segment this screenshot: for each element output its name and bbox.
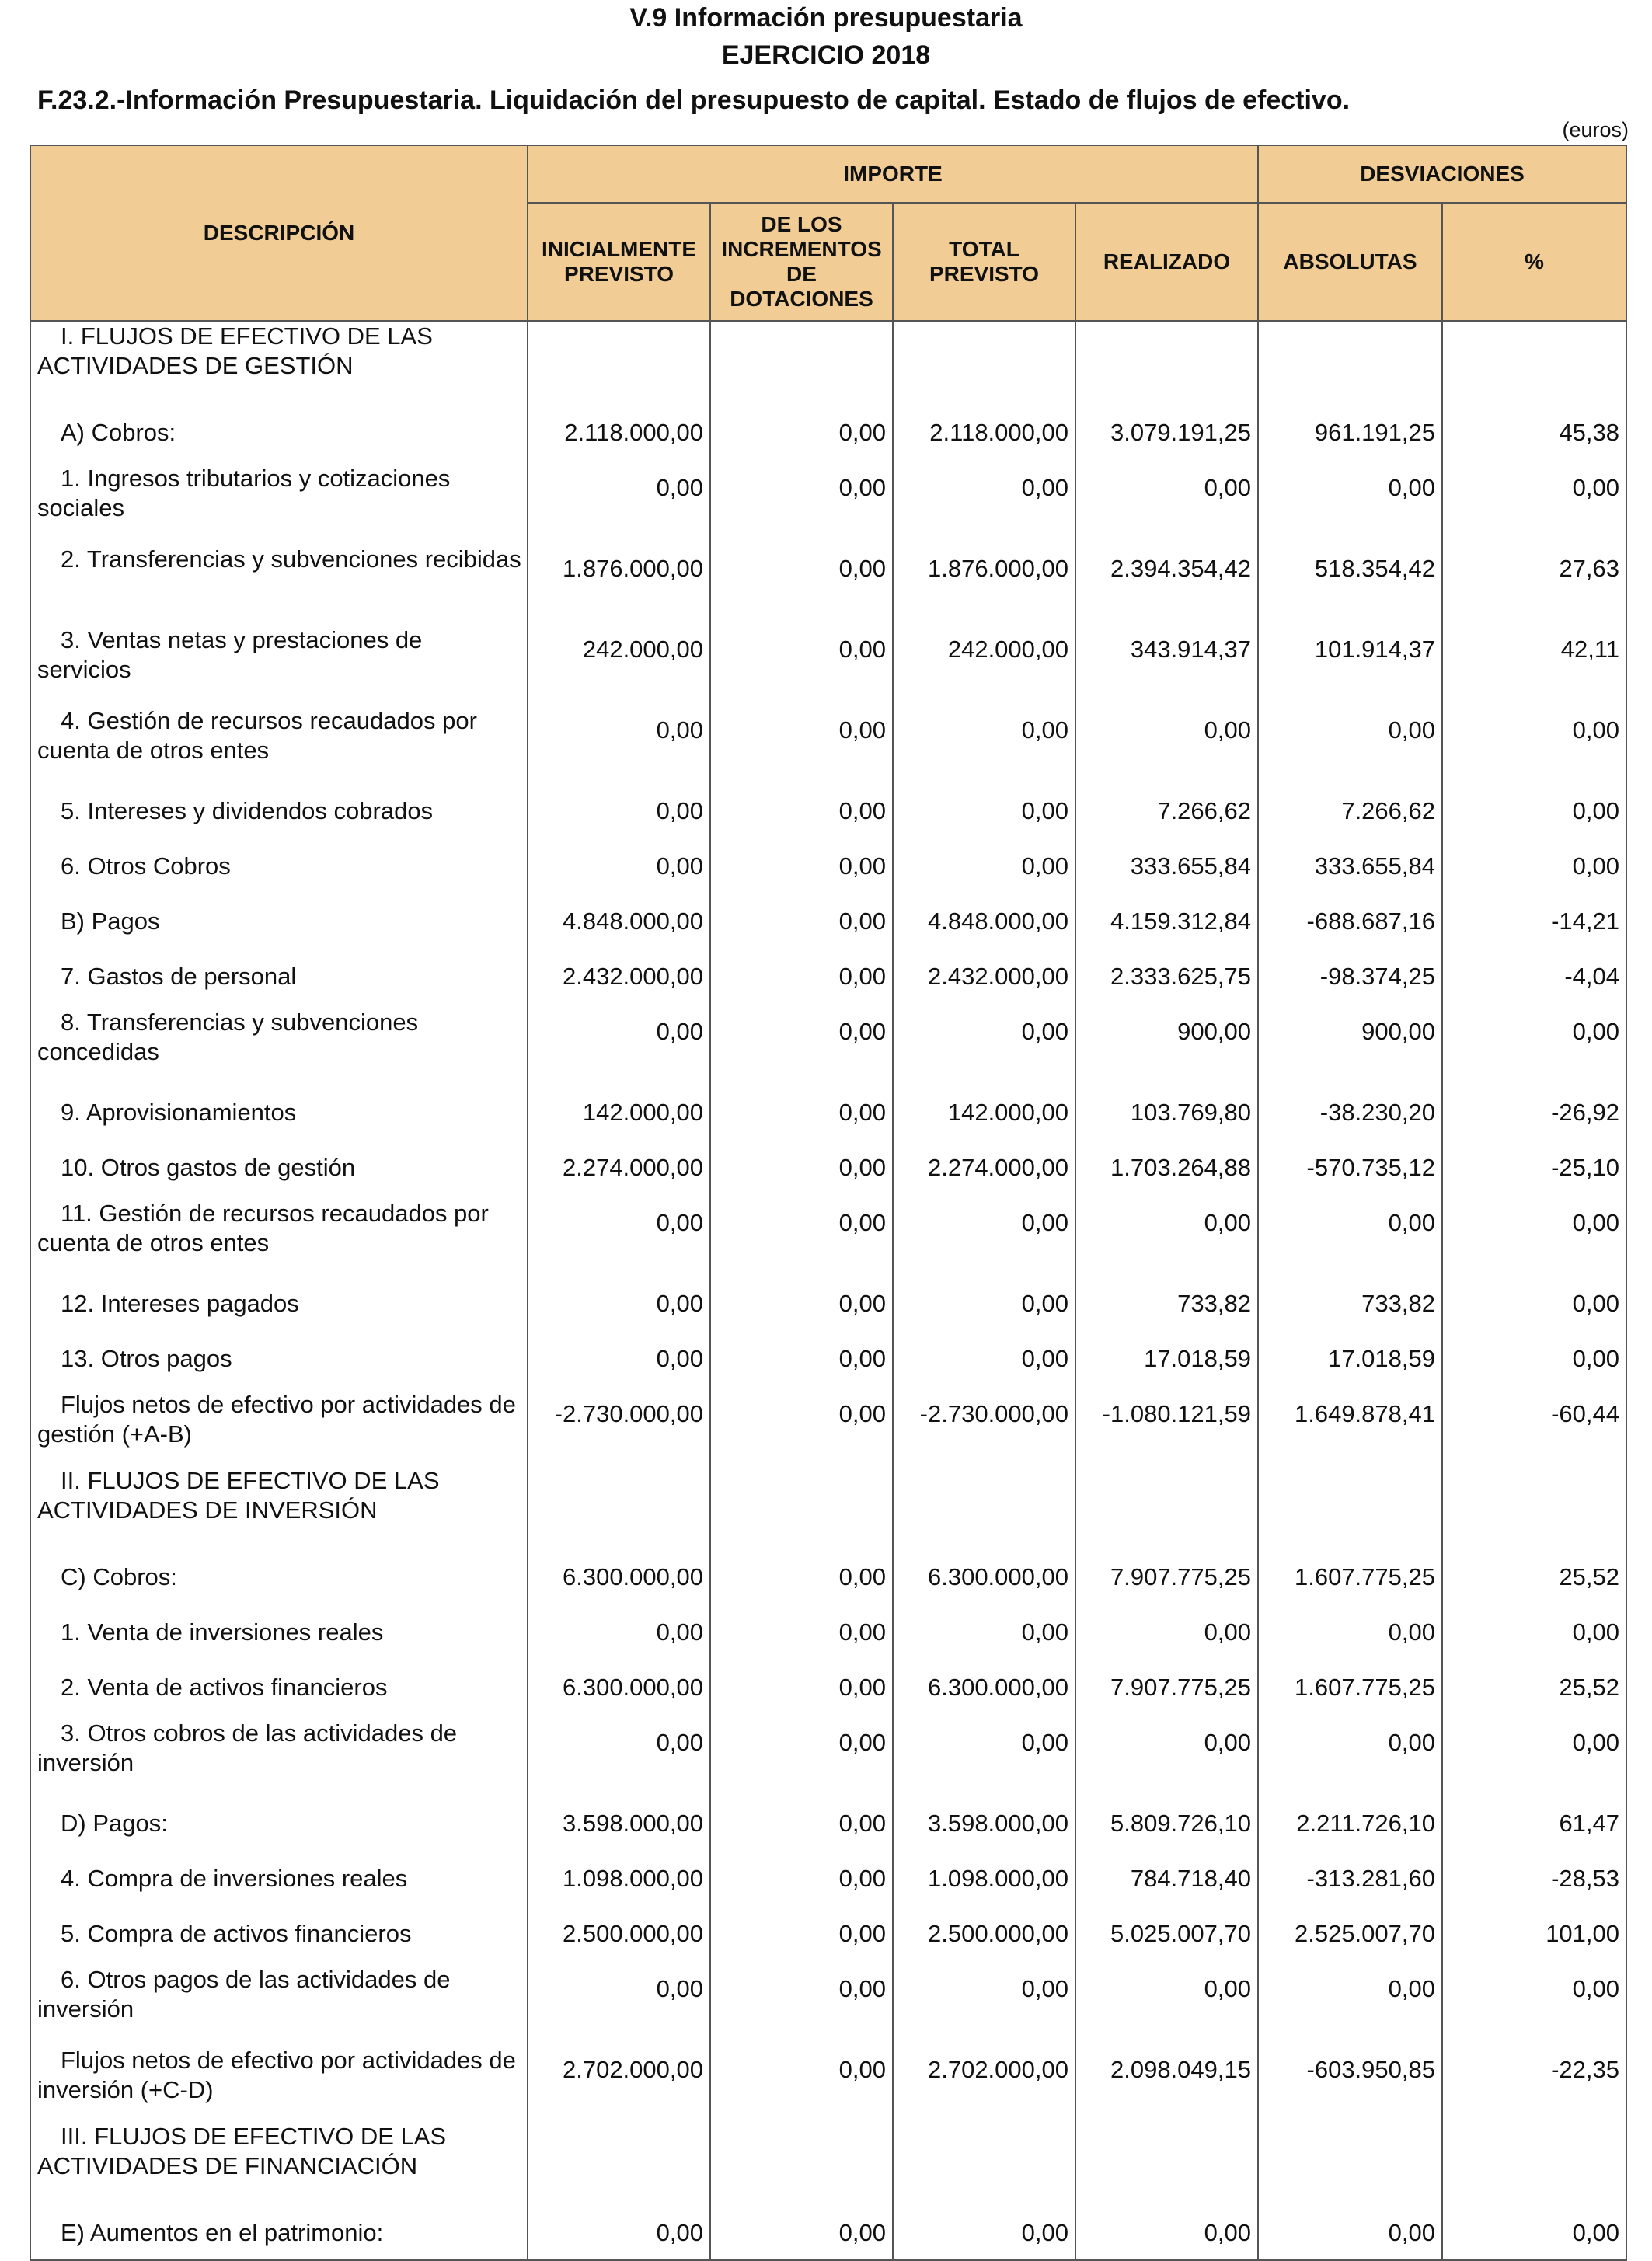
total-cell: -2.730.000,00 — [893, 1385, 1075, 1466]
row-description: 13. Otros pagos — [30, 1330, 528, 1385]
pct-cell: -25,10 — [1442, 1139, 1626, 1194]
table-row — [30, 621, 1626, 702]
row-description: 12. Intereses pagados — [30, 1275, 528, 1330]
row-description: C) Cobros: — [30, 1549, 528, 1604]
total-cell: 0,00 — [893, 702, 1075, 782]
pct-cell: 0,00 — [1442, 782, 1626, 838]
realizado-cell: 0,00 — [1075, 459, 1258, 540]
absolutas-cell: -98.374,25 — [1258, 948, 1442, 1003]
total-cell: 2.274.000,00 — [893, 1139, 1075, 1194]
incrementos-cell: 0,00 — [710, 540, 893, 621]
absolutas-cell: 1.607.775,25 — [1258, 1659, 1442, 1714]
incrementos-cell: 0,00 — [710, 1905, 893, 1960]
pct-cell: -4,04 — [1442, 948, 1626, 1003]
incrementos-cell — [710, 1466, 893, 1549]
table-row — [30, 321, 1626, 404]
total-cell: 1.098.000,00 — [893, 1850, 1075, 1905]
header-total-previsto: TOTAL PREVISTO — [893, 203, 1075, 321]
inicial-cell: 0,00 — [528, 1330, 710, 1385]
row-description: E) Aumentos en el patrimonio: — [30, 2204, 528, 2260]
inicial-cell: 2.500.000,00 — [528, 1905, 710, 1960]
header-porcentaje: % — [1442, 203, 1626, 321]
pct-cell — [1442, 321, 1626, 404]
incrementos-cell: 0,00 — [710, 1385, 893, 1466]
pct-cell: 101,00 — [1442, 1905, 1626, 1960]
absolutas-cell — [1258, 2122, 1442, 2204]
table-row — [30, 2041, 1626, 2122]
header-realizado: REALIZADO — [1075, 203, 1258, 321]
inicial-cell: 6.300.000,00 — [528, 1659, 710, 1714]
absolutas-cell: -570.735,12 — [1258, 1139, 1442, 1194]
incrementos-cell: 0,00 — [710, 404, 893, 459]
cash-flow-table — [30, 145, 1627, 2261]
pct-cell: -22,35 — [1442, 2041, 1626, 2122]
inicial-cell: 142.000,00 — [528, 1084, 710, 1139]
inicial-cell: 0,00 — [528, 2204, 710, 2260]
inicial-cell: 4.848.000,00 — [528, 893, 710, 948]
total-cell: 2.432.000,00 — [893, 948, 1075, 1003]
realizado-cell: 733,82 — [1075, 1275, 1258, 1330]
total-cell: 0,00 — [893, 1275, 1075, 1330]
table-row — [30, 2204, 1626, 2260]
absolutas-cell — [1258, 321, 1442, 404]
inicial-cell: 0,00 — [528, 1960, 710, 2041]
table-row — [30, 1905, 1626, 1960]
realizado-cell: 0,00 — [1075, 1194, 1258, 1275]
pct-cell: 0,00 — [1442, 1003, 1626, 1084]
table-row — [30, 1084, 1626, 1139]
table-row — [30, 782, 1626, 838]
incrementos-cell: 0,00 — [710, 1139, 893, 1194]
absolutas-cell: 0,00 — [1258, 459, 1442, 540]
table-row — [30, 1003, 1626, 1084]
total-cell: 6.300.000,00 — [893, 1659, 1075, 1714]
incrementos-cell: 0,00 — [710, 1194, 893, 1275]
row-description: 8. Transferencias y subvenciones concedidas — [30, 1003, 528, 1084]
unit-label: (euros) — [1562, 118, 1629, 141]
total-cell: 2.500.000,00 — [893, 1905, 1075, 1960]
inicial-cell: 2.274.000,00 — [528, 1139, 710, 1194]
pct-cell: 0,00 — [1442, 838, 1626, 893]
absolutas-cell: -603.950,85 — [1258, 2041, 1442, 2122]
total-cell: 0,00 — [893, 782, 1075, 838]
incrementos-cell — [710, 321, 893, 404]
pct-cell: -14,21 — [1442, 893, 1626, 948]
row-description: D) Pagos: — [30, 1795, 528, 1850]
realizado-cell — [1075, 1466, 1258, 1549]
absolutas-cell: 0,00 — [1258, 702, 1442, 782]
realizado-cell: 103.769,80 — [1075, 1084, 1258, 1139]
realizado-cell: 7.907.775,25 — [1075, 1659, 1258, 1714]
pct-cell: 27,63 — [1442, 540, 1626, 621]
total-cell: 0,00 — [893, 1960, 1075, 2041]
total-cell — [893, 321, 1075, 404]
header-absolutas: ABSOLUTAS — [1258, 203, 1442, 321]
row-description: B) Pagos — [30, 893, 528, 948]
absolutas-cell: 900,00 — [1258, 1003, 1442, 1084]
total-cell: 6.300.000,00 — [893, 1549, 1075, 1604]
incrementos-cell: 0,00 — [710, 2204, 893, 2260]
incrementos-cell: 0,00 — [710, 893, 893, 948]
pct-cell: -28,53 — [1442, 1850, 1626, 1905]
pct-cell: 0,00 — [1442, 1960, 1626, 2041]
absolutas-cell: 2.211.726,10 — [1258, 1795, 1442, 1850]
realizado-cell: 0,00 — [1075, 1604, 1258, 1659]
table-row — [30, 1194, 1626, 1275]
total-cell: 0,00 — [893, 1003, 1075, 1084]
table-row — [30, 1850, 1626, 1905]
row-description: 3. Ventas netas y prestaciones de servicios — [30, 621, 528, 702]
total-cell — [893, 2122, 1075, 2204]
table-row — [30, 1960, 1626, 2041]
incrementos-cell: 0,00 — [710, 1659, 893, 1714]
table-row — [30, 2122, 1626, 2204]
incrementos-cell — [710, 2122, 893, 2204]
pct-cell: 0,00 — [1442, 702, 1626, 782]
table-row — [30, 702, 1626, 782]
pct-cell: 0,00 — [1442, 2204, 1626, 2260]
inicial-cell: 242.000,00 — [528, 621, 710, 702]
row-description: I. FLUJOS DE EFECTIVO DE LAS ACTIVIDADES DE GESTIÓN — [30, 321, 528, 404]
row-description: II. FLUJOS DE EFECTIVO DE LAS ACTIVIDADES DE INVERSIÓN — [30, 1466, 528, 1549]
row-description: 9. Aprovisionamientos — [30, 1084, 528, 1139]
header-incrementos: DE LOS INCREMENTOS DE DOTACIONES — [710, 203, 893, 321]
table-row — [30, 1275, 1626, 1330]
incrementos-cell: 0,00 — [710, 838, 893, 893]
incrementos-cell: 0,00 — [710, 702, 893, 782]
absolutas-cell: -38.230,20 — [1258, 1084, 1442, 1139]
inicial-cell: 0,00 — [528, 838, 710, 893]
row-description: 10. Otros gastos de gestión — [30, 1139, 528, 1194]
inicial-cell: 0,00 — [528, 702, 710, 782]
inicial-cell: 2.432.000,00 — [528, 948, 710, 1003]
realizado-cell: 2.333.625,75 — [1075, 948, 1258, 1003]
absolutas-cell: 0,00 — [1258, 1960, 1442, 2041]
inicial-cell: 2.702.000,00 — [528, 2041, 710, 2122]
table-row — [30, 1604, 1626, 1659]
absolutas-cell: 0,00 — [1258, 1604, 1442, 1659]
total-cell — [893, 1466, 1075, 1549]
absolutas-cell: -688.687,16 — [1258, 893, 1442, 948]
pct-cell: 0,00 — [1442, 1194, 1626, 1275]
realizado-cell: 784.718,40 — [1075, 1850, 1258, 1905]
inicial-cell: 2.118.000,00 — [528, 404, 710, 459]
absolutas-cell: 2.525.007,70 — [1258, 1905, 1442, 1960]
absolutas-cell: 961.191,25 — [1258, 404, 1442, 459]
realizado-cell: 5.809.726,10 — [1075, 1795, 1258, 1850]
inicial-cell: 0,00 — [528, 1003, 710, 1084]
realizado-cell: -1.080.121,59 — [1075, 1385, 1258, 1466]
realizado-cell: 0,00 — [1075, 702, 1258, 782]
table-row — [30, 459, 1626, 540]
incrementos-cell: 0,00 — [710, 1275, 893, 1330]
incrementos-cell: 0,00 — [710, 1795, 893, 1850]
row-description: 5. Compra de activos financieros — [30, 1905, 528, 1960]
total-cell: 0,00 — [893, 1604, 1075, 1659]
inicial-cell: 1.098.000,00 — [528, 1850, 710, 1905]
header-importe: IMPORTE — [528, 145, 1258, 203]
pct-cell: -60,44 — [1442, 1385, 1626, 1466]
pct-cell: 25,52 — [1442, 1659, 1626, 1714]
row-description: 3. Otros cobros de las actividades de inversión — [30, 1714, 528, 1795]
pct-cell: 42,11 — [1442, 621, 1626, 702]
absolutas-cell: -313.281,60 — [1258, 1850, 1442, 1905]
inicial-cell: 0,00 — [528, 1275, 710, 1330]
total-cell: 1.876.000,00 — [893, 540, 1075, 621]
realizado-cell: 5.025.007,70 — [1075, 1905, 1258, 1960]
row-description: 5. Intereses y dividendos cobrados — [30, 782, 528, 838]
inicial-cell — [528, 321, 710, 404]
pct-cell — [1442, 2122, 1626, 2204]
table-row — [30, 1659, 1626, 1714]
realizado-cell: 900,00 — [1075, 1003, 1258, 1084]
realizado-cell: 333.655,84 — [1075, 838, 1258, 893]
pct-cell: 0,00 — [1442, 1275, 1626, 1330]
incrementos-cell: 0,00 — [710, 1960, 893, 2041]
table-row — [30, 893, 1626, 948]
inicial-cell: -2.730.000,00 — [528, 1385, 710, 1466]
row-description: 1. Ingresos tributarios y cotizaciones sociales — [30, 459, 528, 540]
incrementos-cell: 0,00 — [710, 621, 893, 702]
realizado-cell: 2.098.049,15 — [1075, 2041, 1258, 2122]
inicial-cell — [528, 2122, 710, 2204]
table-row — [30, 1714, 1626, 1795]
absolutas-cell: 333.655,84 — [1258, 838, 1442, 893]
table-row — [30, 404, 1626, 459]
table-row — [30, 948, 1626, 1003]
total-cell: 4.848.000,00 — [893, 893, 1075, 948]
realizado-cell — [1075, 2122, 1258, 2204]
total-cell: 0,00 — [893, 838, 1075, 893]
incrementos-cell: 0,00 — [710, 2041, 893, 2122]
realizado-cell: 343.914,37 — [1075, 621, 1258, 702]
inicial-cell: 0,00 — [528, 1604, 710, 1659]
row-description: 7. Gastos de personal — [30, 948, 528, 1003]
row-description: 4. Gestión de recursos recaudados por cuenta de otros entes — [30, 702, 528, 782]
header-inicialmente-previsto: INICIALMENTE PREVISTO — [528, 203, 710, 321]
table-row — [30, 1795, 1626, 1850]
row-description: 2. Venta de activos financieros — [30, 1659, 528, 1714]
total-cell: 242.000,00 — [893, 621, 1075, 702]
total-cell: 0,00 — [893, 2204, 1075, 2260]
inicial-cell: 0,00 — [528, 1194, 710, 1275]
row-description: 11. Gestión de recursos recaudados por cuenta de otros entes — [30, 1194, 528, 1275]
pct-cell: 45,38 — [1442, 404, 1626, 459]
realizado-cell: 17.018,59 — [1075, 1330, 1258, 1385]
incrementos-cell: 0,00 — [710, 459, 893, 540]
incrementos-cell: 0,00 — [710, 1604, 893, 1659]
inicial-cell: 1.876.000,00 — [528, 540, 710, 621]
pct-cell: 0,00 — [1442, 1604, 1626, 1659]
total-cell: 142.000,00 — [893, 1084, 1075, 1139]
total-cell: 2.118.000,00 — [893, 404, 1075, 459]
table-row — [30, 1466, 1626, 1549]
incrementos-cell: 0,00 — [710, 1003, 893, 1084]
pct-cell: 25,52 — [1442, 1549, 1626, 1604]
row-description: 4. Compra de inversiones reales — [30, 1850, 528, 1905]
table-row — [30, 540, 1626, 621]
incrementos-cell: 0,00 — [710, 948, 893, 1003]
row-description: Flujos netos de efectivo por actividades de gestión (+A-B) — [30, 1385, 528, 1466]
total-cell: 0,00 — [893, 1194, 1075, 1275]
total-cell: 2.702.000,00 — [893, 2041, 1075, 2122]
realizado-cell: 2.394.354,42 — [1075, 540, 1258, 621]
total-cell: 3.598.000,00 — [893, 1795, 1075, 1850]
row-description: 6. Otros Cobros — [30, 838, 528, 893]
absolutas-cell: 0,00 — [1258, 1714, 1442, 1795]
realizado-cell: 3.079.191,25 — [1075, 404, 1258, 459]
absolutas-cell: 1.649.878,41 — [1258, 1385, 1442, 1466]
realizado-cell: 4.159.312,84 — [1075, 893, 1258, 948]
row-description: 6. Otros pagos de las actividades de inversión — [30, 1960, 528, 2041]
pct-cell: 0,00 — [1442, 1714, 1626, 1795]
header-desviaciones: DESVIACIONES — [1258, 145, 1626, 203]
absolutas-cell — [1258, 1466, 1442, 1549]
absolutas-cell: 733,82 — [1258, 1275, 1442, 1330]
absolutas-cell: 1.607.775,25 — [1258, 1549, 1442, 1604]
incrementos-cell: 0,00 — [710, 1714, 893, 1795]
fiscal-year-heading: EJERCICIO 2018 — [721, 40, 931, 70]
absolutas-cell: 0,00 — [1258, 2204, 1442, 2260]
realizado-cell: 0,00 — [1075, 2204, 1258, 2260]
incrementos-cell: 0,00 — [710, 1850, 893, 1905]
pct-cell: 61,47 — [1442, 1795, 1626, 1850]
row-description: III. FLUJOS DE EFECTIVO DE LAS ACTIVIDADES DE FINANCIACIÓN — [30, 2122, 528, 2204]
inicial-cell: 0,00 — [528, 459, 710, 540]
row-description: A) Cobros: — [30, 404, 528, 459]
pct-cell — [1442, 1466, 1626, 1549]
realizado-cell: 1.703.264,88 — [1075, 1139, 1258, 1194]
absolutas-cell: 7.266,62 — [1258, 782, 1442, 838]
table-row — [30, 1139, 1626, 1194]
incrementos-cell: 0,00 — [710, 1549, 893, 1604]
section-heading: V.9 Información presupuestaria — [629, 3, 1023, 33]
total-cell: 0,00 — [893, 1714, 1075, 1795]
inicial-cell: 3.598.000,00 — [528, 1795, 710, 1850]
row-description: 2. Transferencias y subvenciones recibidas — [30, 540, 528, 621]
table-row — [30, 838, 1626, 893]
header-descripcion: DESCRIPCIÓN — [30, 145, 528, 321]
pct-cell: 0,00 — [1442, 459, 1626, 540]
total-cell: 0,00 — [893, 459, 1075, 540]
incrementos-cell: 0,00 — [710, 1084, 893, 1139]
inicial-cell — [528, 1466, 710, 1549]
absolutas-cell: 518.354,42 — [1258, 540, 1442, 621]
inicial-cell: 6.300.000,00 — [528, 1549, 710, 1604]
inicial-cell: 0,00 — [528, 1714, 710, 1795]
report-title: F.23.2.-Información Presupuestaria. Liquidación del presupuesto de capital. Estado de flujos de efectivo. — [37, 85, 1351, 115]
inicial-cell: 0,00 — [528, 782, 710, 838]
absolutas-cell: 17.018,59 — [1258, 1330, 1442, 1385]
absolutas-cell: 101.914,37 — [1258, 621, 1442, 702]
row-description: 1. Venta de inversiones reales — [30, 1604, 528, 1659]
total-cell: 0,00 — [893, 1330, 1075, 1385]
absolutas-cell: 0,00 — [1258, 1194, 1442, 1275]
realizado-cell: 0,00 — [1075, 1960, 1258, 2041]
row-description: Flujos netos de efectivo por actividades de inversión (+C-D) — [30, 2041, 528, 2122]
realizado-cell: 7.266,62 — [1075, 782, 1258, 838]
realizado-cell: 0,00 — [1075, 1714, 1258, 1795]
table-row — [30, 1330, 1626, 1385]
incrementos-cell: 0,00 — [710, 782, 893, 838]
realizado-cell — [1075, 321, 1258, 404]
incrementos-cell: 0,00 — [710, 1330, 893, 1385]
table-row — [30, 1549, 1626, 1604]
pct-cell: 0,00 — [1442, 1330, 1626, 1385]
realizado-cell: 7.907.775,25 — [1075, 1549, 1258, 1604]
pct-cell: -26,92 — [1442, 1084, 1626, 1139]
table-row — [30, 1385, 1626, 1466]
